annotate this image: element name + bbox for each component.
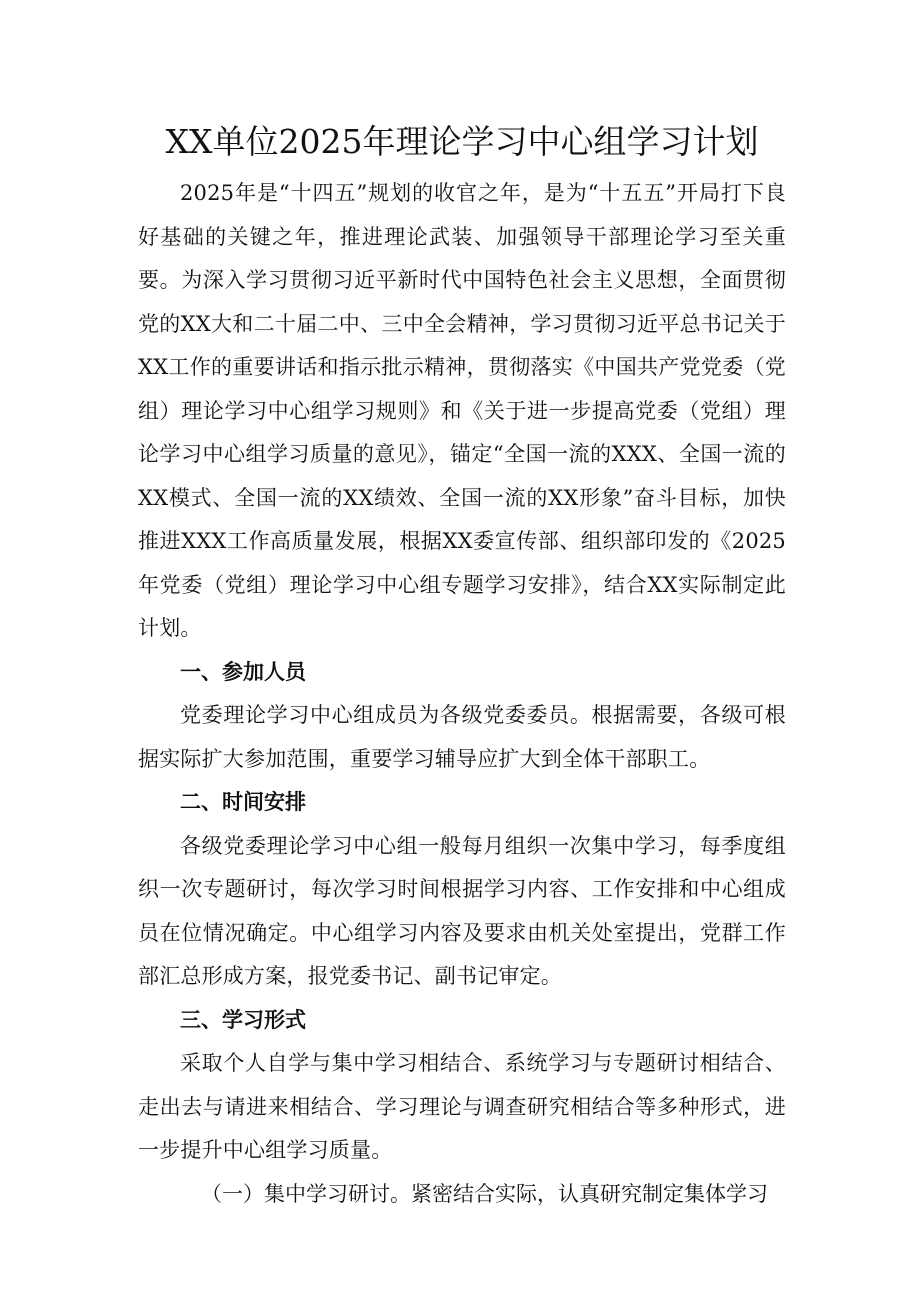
intro-paragraph: 2025年是“十四五”规划的收官之年，是为“十五五”开局打下良好基础的关键之年，推进理论武装、加强领导干部理论学习至关重要。为深入学习贯彻习近平新时代中国特色社会主义思想，全面贯彻党的XX大和二十届二中、三中全会精神，学习贯彻习近平总书记关于XX工作的重要讲话和指示批示精神，贯彻落实《中国共产党党委（党组）理论学习中心组学习规则》和《关于进一步提高党委（党组）理论学习中心组学习质量的意见》，锚定“全国一流的XXX、全国一流的XX模式、全国一流的XX绩效、全国一流的XX形象”奋斗目标，加快推进XXX工作高质量发展，根据XX委宣传部、组织部印发的《2025年党委（党组）理论学习中心组专题学习安排》，结合XX实际制定此计划。 [138,181,786,640]
section-text-participants: 党委理论学习中心组成员为各级党委委员。根据需要，各级可根据实际扩大参加范围，重要学习辅导应扩大到全体干部职工。 [138,703,786,771]
section-heading-schedule: 二、时间安排 [180,790,306,814]
section-text-format: 采取个人自学与集中学习相结合、系统学习与专题研讨相结合、走出去与请进来相结合、学习理论与调查研究相结合等多种形式，进一步提升中心组学习质量。 [138,1051,786,1162]
section-heading-format: 三、学习形式 [180,1007,306,1032]
section-heading-participants: 一、参加人员 [180,659,306,684]
document-title: XX单位2025年理论学习中心组学习计划 [165,122,759,161]
section-text-schedule: 各级党委理论学习中心组一般每月组织一次集中学习，每季度组织一次专题研讨，每次学习时间根据学习内容、工作安排和中心组成员在位情况确定。中心组学习内容及要求由机关处室提出，党群工作部汇总形成方案，报党委书记、副书记审定。 [138,833,786,988]
subsection-collective-study: （一）集中学习研讨。紧密结合实际，认真研究制定集体学习 [201,1181,768,1206]
document-body [138,118,786,1216]
